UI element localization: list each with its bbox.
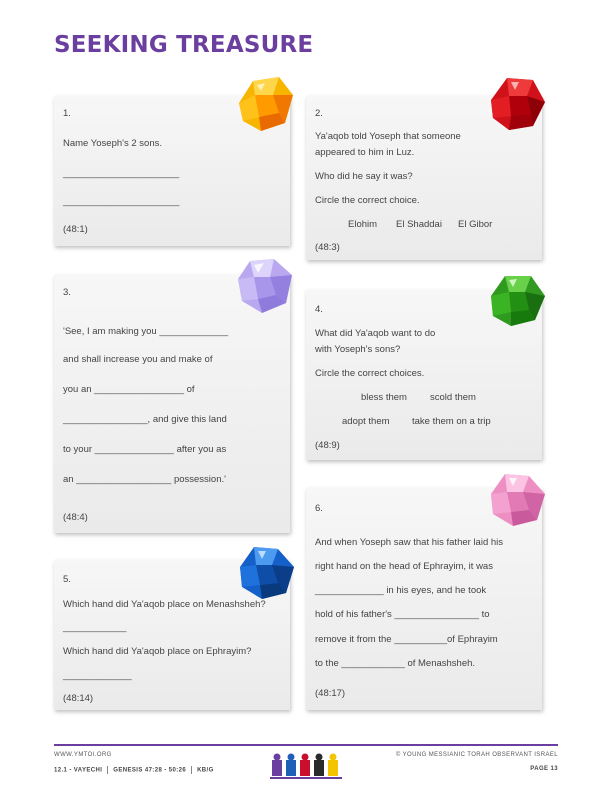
choice-option[interactable]: El Shaddai [396, 219, 442, 230]
answer-blank[interactable]: ____________ [63, 622, 127, 633]
footer-website[interactable]: WWW.YMTOI.ORG [54, 752, 112, 758]
footer-lesson-info [54, 766, 214, 774]
choice-option[interactable]: bless them [361, 392, 407, 403]
choice-option[interactable]: adopt them [342, 416, 390, 427]
footer-separator [191, 766, 192, 774]
question-text: right hand on the head of Ephrayim, it was [315, 561, 493, 572]
footer-page-number: PAGE 13 [530, 766, 558, 772]
question-text: and shall increase you and make of [63, 354, 213, 365]
question-number: 5. [63, 574, 71, 585]
footer-lesson: 12.1 - VAYECHI [54, 767, 103, 774]
scripture-reference: (48:4) [63, 512, 88, 523]
scripture-reference: (48:9) [315, 440, 340, 451]
question-text: appeared to him in Luz. [315, 147, 415, 158]
scripture-reference: (48:17) [315, 688, 346, 699]
question-text: _____________ in his eyes, and he took [315, 585, 487, 596]
choice-option[interactable]: Elohim [348, 219, 378, 230]
question-number: 1. [63, 108, 71, 119]
question-text: an __________________ possession.' [63, 474, 226, 485]
question-text: ________________, and give this land [63, 414, 227, 425]
ymtoi-logo-icon [268, 752, 348, 782]
question-number: 2. [315, 108, 323, 119]
question-text: Which hand did Ya'aqob place on Menashsheh? [63, 599, 266, 610]
footer-code: KB/G [197, 767, 214, 774]
yellow-gem-icon [235, 73, 297, 135]
question-text: you an _________________ of [63, 384, 195, 395]
answer-blank[interactable]: _____________ [63, 670, 132, 681]
question-text: to the ____________ of Menashsheh. [315, 658, 476, 669]
choice-option[interactable]: El Gibor [458, 219, 493, 230]
scripture-reference: (48:3) [315, 242, 340, 253]
question-text: Name Yoseph's 2 sons. [63, 138, 162, 149]
question-text: to your _______________ after you as [63, 444, 227, 455]
red-gem-icon [487, 74, 547, 134]
question-text: with Yoseph's sons? [315, 344, 401, 355]
question-text: remove it from the __________of Ephrayim [315, 634, 498, 645]
instruction-text: Circle the correct choices. [315, 368, 425, 379]
question-text: Which hand did Ya'aqob place on Ephrayim? [63, 646, 252, 657]
scripture-reference: (48:1) [63, 224, 88, 235]
blue-gem-icon [236, 543, 296, 603]
answer-blank[interactable]: ______________________ [63, 196, 180, 207]
footer-copyright: © YOUNG MESSIANIC TORAH OBSERVANT ISRAEL [395, 752, 558, 758]
choice-option[interactable]: take them on a trip [412, 416, 491, 427]
lavender-gem-icon [234, 255, 296, 317]
page-title: SEEKING TREASURE [54, 32, 314, 58]
footer-divider [54, 744, 558, 746]
answer-blank[interactable]: ______________________ [63, 168, 180, 179]
question-number: 6. [315, 503, 323, 514]
question-number: 3. [63, 287, 71, 298]
pink-gem-icon [487, 470, 547, 530]
question-text: Who did he say it was? [315, 171, 413, 182]
question-text: hold of his father's ________________ to [315, 609, 490, 620]
question-text: What did Ya'aqob want to do [315, 328, 436, 339]
green-gem-icon [487, 270, 547, 330]
question-text: And when Yoseph saw that his father laid his [315, 537, 504, 548]
question-text: 'See, I am making you _____________ [63, 326, 229, 337]
instruction-text: Circle the correct choice. [315, 195, 420, 206]
footer-separator [107, 766, 108, 774]
scripture-reference: (48:14) [63, 693, 94, 704]
question-number: 4. [315, 304, 323, 315]
footer-verses: GENESIS 47:28 - 50:26 [113, 767, 187, 774]
choice-option[interactable]: scold them [430, 392, 476, 403]
question-text: Ya'aqob told Yoseph that someone [315, 131, 461, 142]
